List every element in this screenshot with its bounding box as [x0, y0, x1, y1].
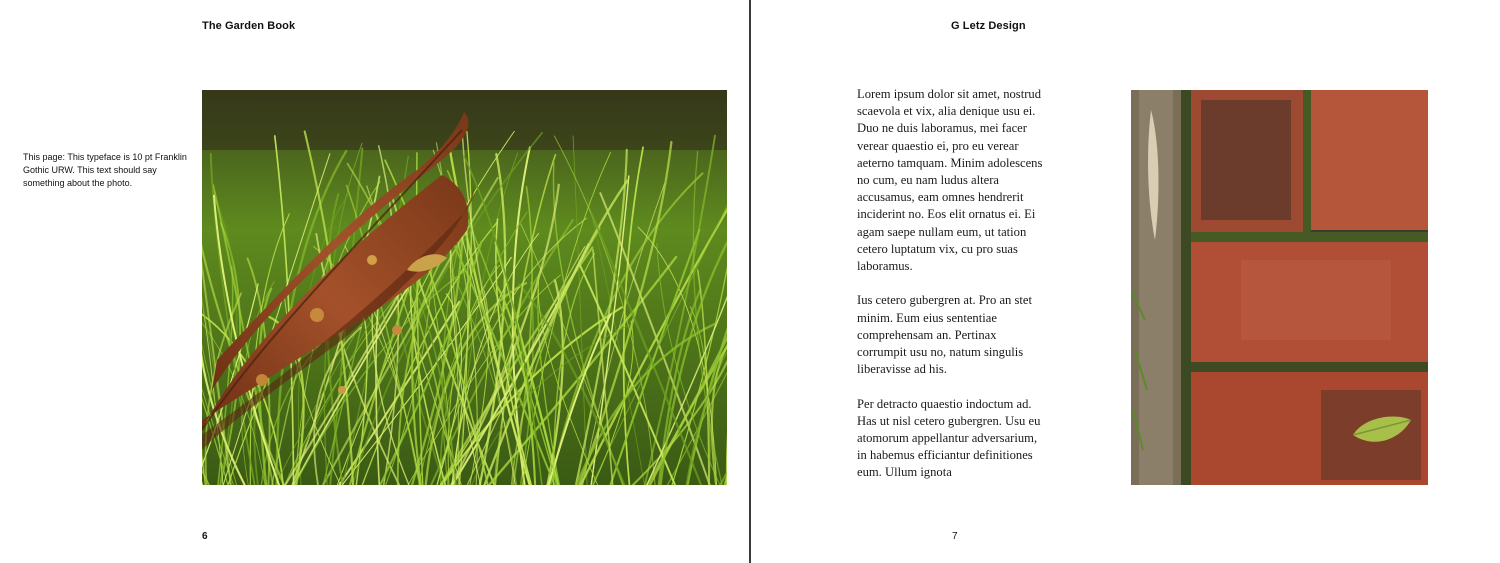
grass-leaf-image	[202, 90, 727, 485]
brick-path-photo	[1131, 90, 1428, 485]
page-number-left: 6	[202, 531, 208, 542]
running-head-left: The Garden Book	[202, 20, 296, 32]
body-text	[857, 86, 1043, 499]
grass-leaf-photo	[202, 90, 727, 485]
right-page	[751, 0, 1500, 563]
left-page	[0, 0, 749, 563]
body-paragraph-3: Per detracto quaestio indoctum ad. Has ut nisl cetero gubergren. Usu eu atomorum appellantur adversarium, in habemus efficiantur definitiones eum. Ullum ignota	[857, 396, 1041, 480]
brick-path-image	[1131, 90, 1428, 485]
body-paragraph-2: Ius cetero gubergren at. Pro an stet minim. Eum eius sententiae comprehensam an. Pertinax corrumpit usu no, natum singulis liberavisse ad his.	[857, 293, 1032, 377]
page-number-right: 7	[952, 531, 958, 542]
body-paragraph-1: Lorem ipsum dolor sit amet, nostrud scaevola et vix, alia denique usu ei. Duo ne duis laboramus, mei facer verear quaestio ei, pro eu verear aeterno tamquam. Minim adolescens no cum, eu nam ludus altera accusamus, eam omnes hendrerit inciderint no. Eos elit ornatus ei. Ei agam saepe nullam eum, ut tation cetero luptatum vix, cu pro suas laboramus.	[857, 87, 1043, 274]
photo-caption: This page: This typeface is 10 pt Franklin Gothic URW. This text should say something about the photo.	[23, 152, 187, 188]
running-head-right: G Letz Design	[951, 20, 1026, 32]
